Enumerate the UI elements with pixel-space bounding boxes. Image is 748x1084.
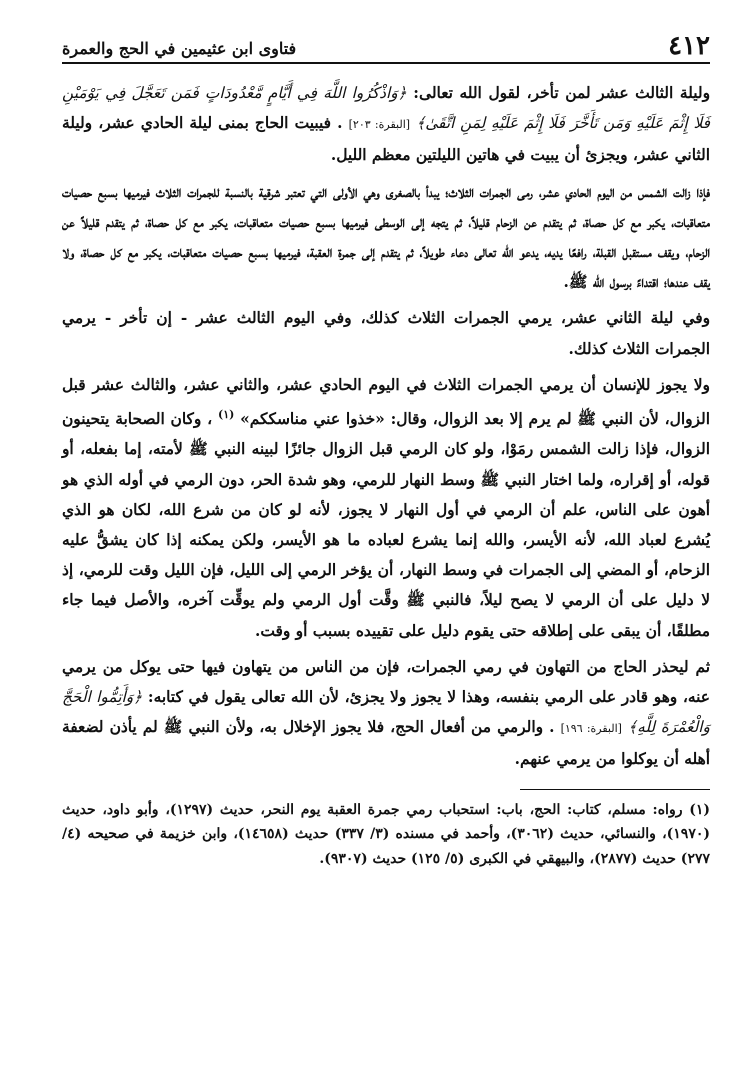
paragraph-text: . والرمي من أفعال الحج، فلا يجوز الإخلال به، ولأن النبي ﷺ لم يأذن لضعفة أهله أن يوكلوا من يرمي عنهم. [62,718,710,769]
page-number: ٤١٢ [668,31,710,61]
running-title: فتاوى ابن عثيمين في الحج والعمرة [62,39,297,58]
paragraph-1 [62,78,710,171]
body-text [62,78,710,775]
paragraph-text: ثم ليحذر الحاج من التهاون في رمي الجمرات، فإن من الناس من يتهاون فيها حتى يوكل من يرمي عنه، وهو قادر على الرمي بنفسه، وهذا لا يجوز ولا يجزئ، لأن الله تعالى يقول في كتابه: [62,657,710,706]
paragraph-text: ، وكان الصحابة يتحينون الزوال، فإذا زالت الشمس رمَوْا، ولو كان الرمي قبل الزوال جائزًا لبينه النبي ﷺ لأمته، إما بفعله، أو قوله، أو إقراره، ولما اختار النبي ﷺ وسط النهار للرمي، وهو شدة الحر، دون الرمي في أوله الذي هو أهون على الناس، علم أن الرمي في أول النهار لا يجوز، لأنه لو كان من شرع الله، لكان هو الذي يُشرع لعباد الله، لأنه الأيسر، والله إنما يشرع لعباده ما هو الأيسر، ولكن يمكنه إذا كان يشقُّ عليه الزحام، أو المضي إلى الجمرات في وسط النهار، أن يؤخر الرمي إلى الليل، فإن الليل وقت للرمي، إذ لا دليل على أن الرمي لا يصح ليلاً، فالنبي ﷺ وقَّت أول الرمي ولم يوقِّت آخره، والأصل فيما جاء مطلقًا، أن يبقى على إطلاقه حتى يقوم دليل على تقييده بسبب أو وقت. [62,410,711,640]
paragraph-text: ولا يجوز للإنسان أن يرمي الجمرات الثلاث في اليوم الحادي عشر، والثاني عشر، والثالث عشر قبل الزوال، لأن النبي ﷺ لم يرم إلا بعد الزوال، وقال: [62,375,710,429]
verse-reference: [البقرة: ٢٠٣] [348,118,411,132]
footnote-divider [520,789,710,790]
paragraph-4 [62,370,710,646]
book-page [62,30,710,1070]
quran-verse: ﴿وَأَتِمُّوا الْحَجَّ وَالْعُمْرَةَ لِلَّهِ﴾ [62,687,710,737]
verse-reference: [البقرة: ١٩٦] [560,722,622,736]
footnote-marker: (١) [217,408,235,422]
footnote: (١) رواه: مسلم، كتاب: الحج، باب: استحباب رمي جمرة العقبة يوم النحر، حديث (١٢٩٧)، وأبو داود، حديث (١٩٧٠)، والنسائي، حديث (٣٠٦٢)، وأحمد في مسنده (٣/ ٣٣٧) حديث (١٤٦٥٨)، وابن خزيمة في صحيحه (٤/ ٢٧٧) حديث (٢٨٧٧)، والبيهقي في الكبرى (٥/ ١٢٥) حديث (٩٣٠٧). [62,801,710,867]
paragraph-text: وليلة الثالث عشر لمن تأخر، لقول الله تعالى: [406,84,710,102]
hadith-quote: «خذوا عني مناسككم» [240,410,385,429]
paragraph-text: . فيبيت الحاج بمنى ليلة الحادي عشر، وليلة الثاني عشر، ويجزئ أن يبيت في هاتين الليلتين معظم الليل. [62,114,710,165]
paragraph-5 [62,652,710,775]
quran-verse: ﴿وَاذْكُرُوا اللَّهَ فِي أَيَّامٍ مَّعْدُودَاتٍ فَمَن تَعَجَّلَ فِي يَوْمَيْنِ فَلَا إِثْمَ عَلَيْهِ وَمَن تَأَخَّرَ فَلَا إِثْمَ عَلَيْهِ لِمَنِ اتَّقَىٰ﴾ [62,84,711,133]
page-header [62,30,710,64]
paragraph-3: وفي ليلة الثاني عشر، يرمي الجمرات الثلاث كذلك، وفي اليوم الثالث عشر - إن تأخر - يرمي الجمرات الثلاث كذلك. [62,309,710,358]
paragraph-2: فإذا زالت الشمس من اليوم الحادي عشر، رمى الجمرات الثلاث؛ يبدأ بالصغرى وهي الأولى التي تعتبر شرقية بالنسبة للجمرات الثلاث فيرميها بسبع حصيات متعاقبات، يكبر مع كل حصاة، ثم يتقدم عن الزحام قليلاً، ثم يتجه إلى الوسطى فيرميها بسبع حصيات متعاقبات، يكبر مع كل حصاة، ثم يتقدم قليلاً عن الزحام، ويقف مستقبل القبلة، رافعًا يديه، يدعو الله تعالى دعاء طويلاً، ثم يتقدم إلى جمرة العقبة، فيرميها بسبع حصيات متعاقبات، يكبر مع كل حصاة، ولا يقف عندها؛ اقتداءً برسول الله ﷺ. [62,182,710,292]
